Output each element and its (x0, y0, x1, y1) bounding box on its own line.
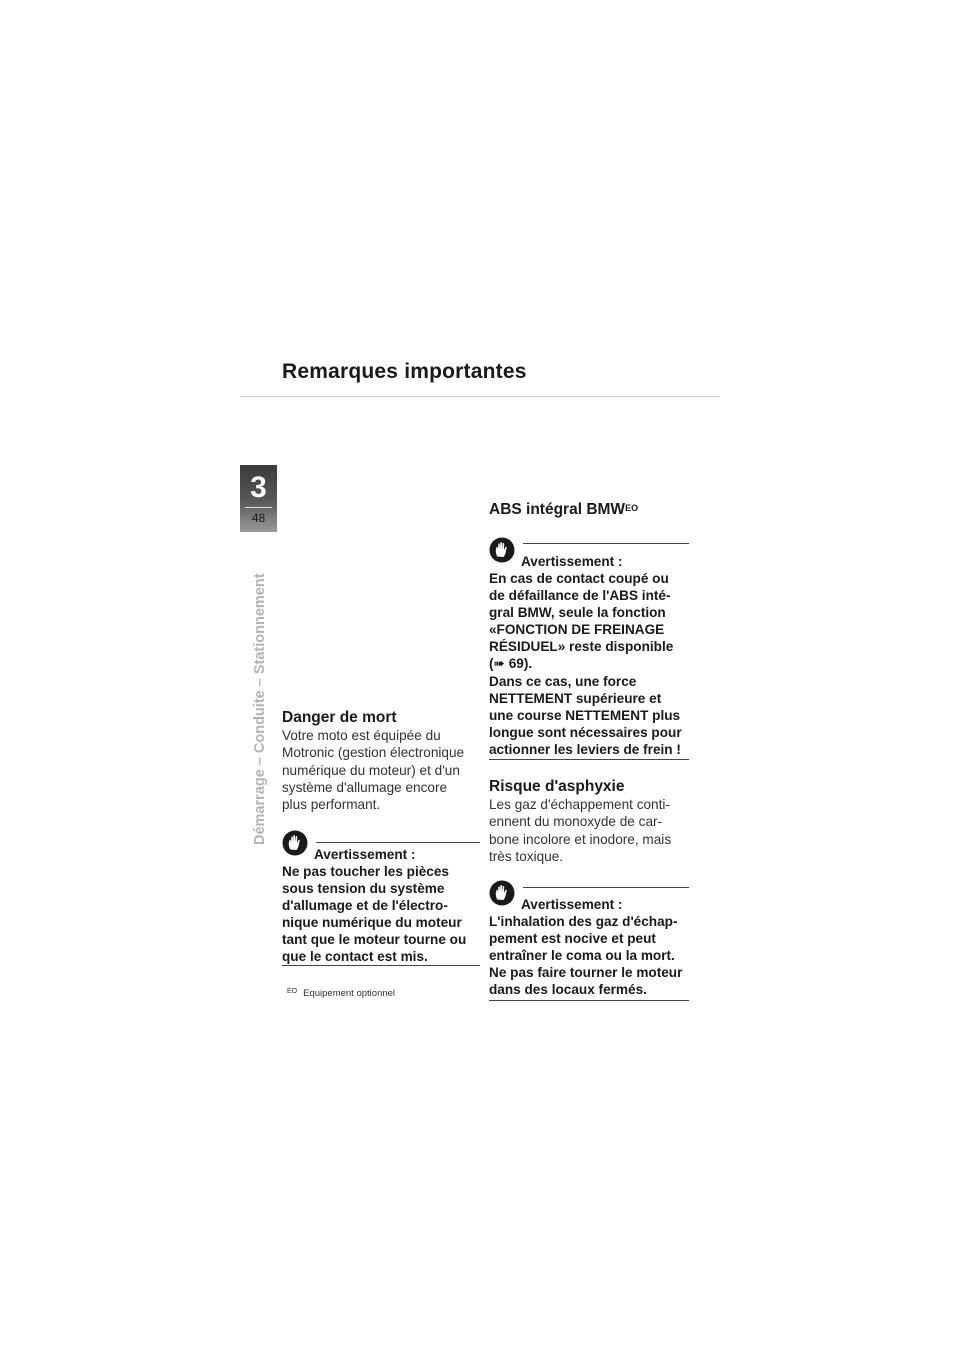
text-line: Motronic (gestion électronique (282, 745, 465, 761)
text-line: Votre moto est équipée du (282, 728, 441, 743)
text-line: longue sont nécessaires pour (489, 724, 682, 740)
text-line: RÉSIDUEL» reste disponible (489, 639, 674, 655)
warning-top-rule (523, 543, 689, 544)
warning-label: Avertissement : (314, 847, 416, 862)
text-line: Les gaz d'échappement conti- (489, 797, 670, 812)
danger-heading: Danger de mort (282, 709, 397, 726)
abs-section (489, 501, 689, 519)
text-line: tant que le moteur tourne ou (282, 932, 467, 948)
text-line: Ne pas faire tourner le moteur (489, 965, 683, 981)
warning-hand-icon (489, 537, 515, 563)
text-line: Ne pas toucher les pièces (282, 864, 449, 879)
text-line: dans des locaux fermés. (489, 982, 647, 998)
warning-top-rule (316, 842, 480, 843)
text-line: que le contact est mis. (282, 949, 428, 965)
text-line: bone incolore et inodore, mais (489, 831, 672, 847)
page-number: 48 (251, 511, 266, 525)
text-line: très toxique. (489, 848, 564, 864)
side-chapter-label: Démarrage – Conduite – Stationnement (252, 573, 268, 845)
asphyxia-section (489, 778, 689, 865)
warning-text (489, 913, 689, 998)
text-line: gral BMW, seule la fonction (489, 605, 666, 621)
warning-box-abs (489, 537, 689, 762)
text-line: d'allumage et de l'électro- (282, 898, 448, 914)
footnote-text: Equipement optionnel (303, 988, 396, 999)
text-line: «FONCTION DE FREINAGE (489, 622, 665, 638)
title-divider (240, 396, 720, 397)
text-line: une course NETTEMENT plus (489, 707, 681, 723)
text-line: pement est nocive et peut (489, 931, 656, 947)
warning-bottom-rule (489, 1000, 689, 1001)
text-line: L'inhalation des gaz d'échap- (489, 914, 678, 929)
chapter-separator (245, 507, 272, 508)
text-line: numérique du moteur) et d'un (282, 762, 460, 778)
warning-bottom-rule (282, 965, 480, 966)
footnote (287, 988, 395, 999)
warning-hand-icon (282, 830, 308, 856)
warning-text (489, 570, 689, 758)
chapter-number: 3 (250, 471, 267, 504)
warning-box-ignition (282, 830, 480, 970)
abs-heading (489, 501, 689, 519)
text-line: de défaillance de l'ABS inté- (489, 588, 671, 604)
text-line: système d'allumage encore (282, 779, 448, 795)
warning-label: Avertissement : (521, 897, 623, 912)
text-line: En cas de contact coupé ou (489, 571, 669, 586)
warning-label: Avertissement : (521, 554, 623, 569)
abs-heading-text: ABS intégral BMW (489, 501, 626, 518)
text-line: sous tension du système (282, 881, 445, 897)
chapter-tab (240, 465, 277, 532)
warning-top-rule (523, 887, 689, 888)
asphyxia-heading: Risque d'asphyxie (489, 778, 625, 795)
danger-section (282, 709, 480, 813)
warning-box-asphyxia (489, 880, 689, 1005)
danger-text (282, 727, 480, 813)
warning-bottom-rule (489, 759, 689, 760)
text-line: entraîner le coma ou la mort. (489, 948, 675, 964)
footnote-mark: EO (287, 988, 298, 995)
abs-heading-superscript: EO (625, 503, 639, 513)
warning-text (282, 863, 480, 966)
text-line: plus performant. (282, 797, 381, 813)
text-line: nique numérique du moteur (282, 915, 462, 931)
asphyxia-text (489, 796, 689, 865)
warning-hand-icon (489, 880, 515, 906)
text-line: NETTEMENT supérieure et (489, 690, 662, 706)
text-line: Dans ce cas, une force (489, 673, 637, 689)
text-line: (➠ 69). (489, 656, 533, 672)
text-line: actionner les leviers de frein ! (489, 741, 681, 757)
text-line: ennent du monoxyde de car- (489, 814, 663, 830)
page-title: Remarques importantes (282, 360, 527, 383)
